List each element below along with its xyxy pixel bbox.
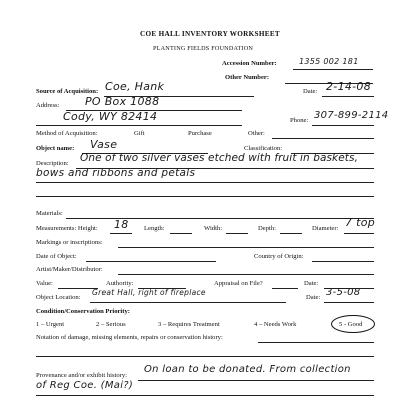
address-line-2: Cody, WY 82414: [63, 110, 158, 123]
object-location-value: Great Hall, right of fireplace: [92, 288, 206, 297]
measurements-width-label: Width:: [204, 225, 223, 232]
object-name-value: Vase: [90, 138, 118, 151]
location-date-label: Date:: [306, 294, 321, 301]
measurements-diameter-label: Diameter:: [312, 225, 339, 232]
notation-label: Notation of damage, missing elements, repairs or conservation history:: [36, 334, 223, 341]
condition-option-urgent: 1 – Urgent: [36, 321, 65, 328]
phone-value: 307-899-2114: [314, 110, 389, 121]
method-purchase-option: Purchase: [188, 130, 212, 137]
value-date-label: Date:: [304, 280, 319, 287]
source-date-label: Date:: [303, 88, 318, 95]
value-label: Value:: [36, 280, 53, 287]
condition-good-circle: [331, 315, 375, 333]
country-of-origin-label: Country of Origin:: [254, 253, 304, 260]
measurements-height-value: 18: [114, 218, 129, 231]
source-date-value: 2-14-08: [326, 80, 372, 93]
provenance-line-1: On loan to be donated. From collection: [144, 364, 351, 375]
method-other-option: Other:: [248, 130, 265, 137]
source-of-acquisition-value: Coe, Hank: [105, 80, 165, 93]
condition-option-requires-treatment: 3 – Requires Treatment: [158, 321, 220, 328]
object-name-label: Object name:: [36, 145, 75, 152]
condition-priority-title: Condition/Conservation Priority:: [36, 308, 130, 315]
provenance-label: Provenance and/or exhibit history:: [36, 372, 128, 379]
condition-option-serious: 2 – Serious: [96, 321, 126, 328]
authority-label: Authority:: [106, 280, 134, 287]
foundation-subtitle: PLANTING FIELDS FOUNDATION: [153, 45, 254, 52]
measurements-diameter-value: 7 top: [345, 216, 376, 229]
source-of-acquisition-label: Source of Acquisition:: [36, 88, 99, 95]
method-of-acquisition-label: Method of Acquisition:: [36, 130, 98, 137]
description-line-2: bows and ribbons and petals: [36, 167, 196, 179]
condition-option-good: 5 - Good: [339, 321, 363, 328]
description-label: Description:: [36, 160, 69, 167]
artist-maker-label: Artist/Maker/Distributor:: [36, 266, 103, 273]
appraisal-label: Appraisal on File?: [214, 280, 263, 287]
address-label: Address:: [36, 102, 60, 109]
classification-label: Classification:: [244, 145, 283, 152]
phone-label: Phone:: [290, 117, 309, 124]
materials-label: Materials:: [36, 210, 63, 217]
measurements-depth-label: Depth:: [258, 225, 276, 232]
worksheet-title: COE HALL INVENTORY WORKSHEET: [140, 30, 281, 38]
accession-number-label: Accession Number:: [222, 60, 277, 67]
date-of-object-label: Date of Object:: [36, 253, 77, 260]
markings-label: Markings or inscriptions:: [36, 239, 103, 246]
accession-number-value: 1355 002 181: [299, 57, 359, 66]
method-gift-option: Gift: [134, 130, 145, 137]
measurements-length-label: Length:: [144, 225, 165, 232]
object-location-label: Object Location:: [36, 294, 81, 301]
location-date-value: 3-5-08: [326, 287, 361, 298]
other-number-label: Other Number:: [225, 74, 270, 81]
description-line-1: One of two silver vases etched with fruit in baskets,: [80, 152, 359, 164]
provenance-line-2: of Reg Coe. (Mai?): [36, 380, 134, 391]
condition-option-needs-work: 4 – Needs Work: [254, 321, 297, 328]
address-line-1: PO Box 1088: [85, 95, 160, 108]
measurements-height-label: Measurements: Height:: [36, 225, 98, 232]
